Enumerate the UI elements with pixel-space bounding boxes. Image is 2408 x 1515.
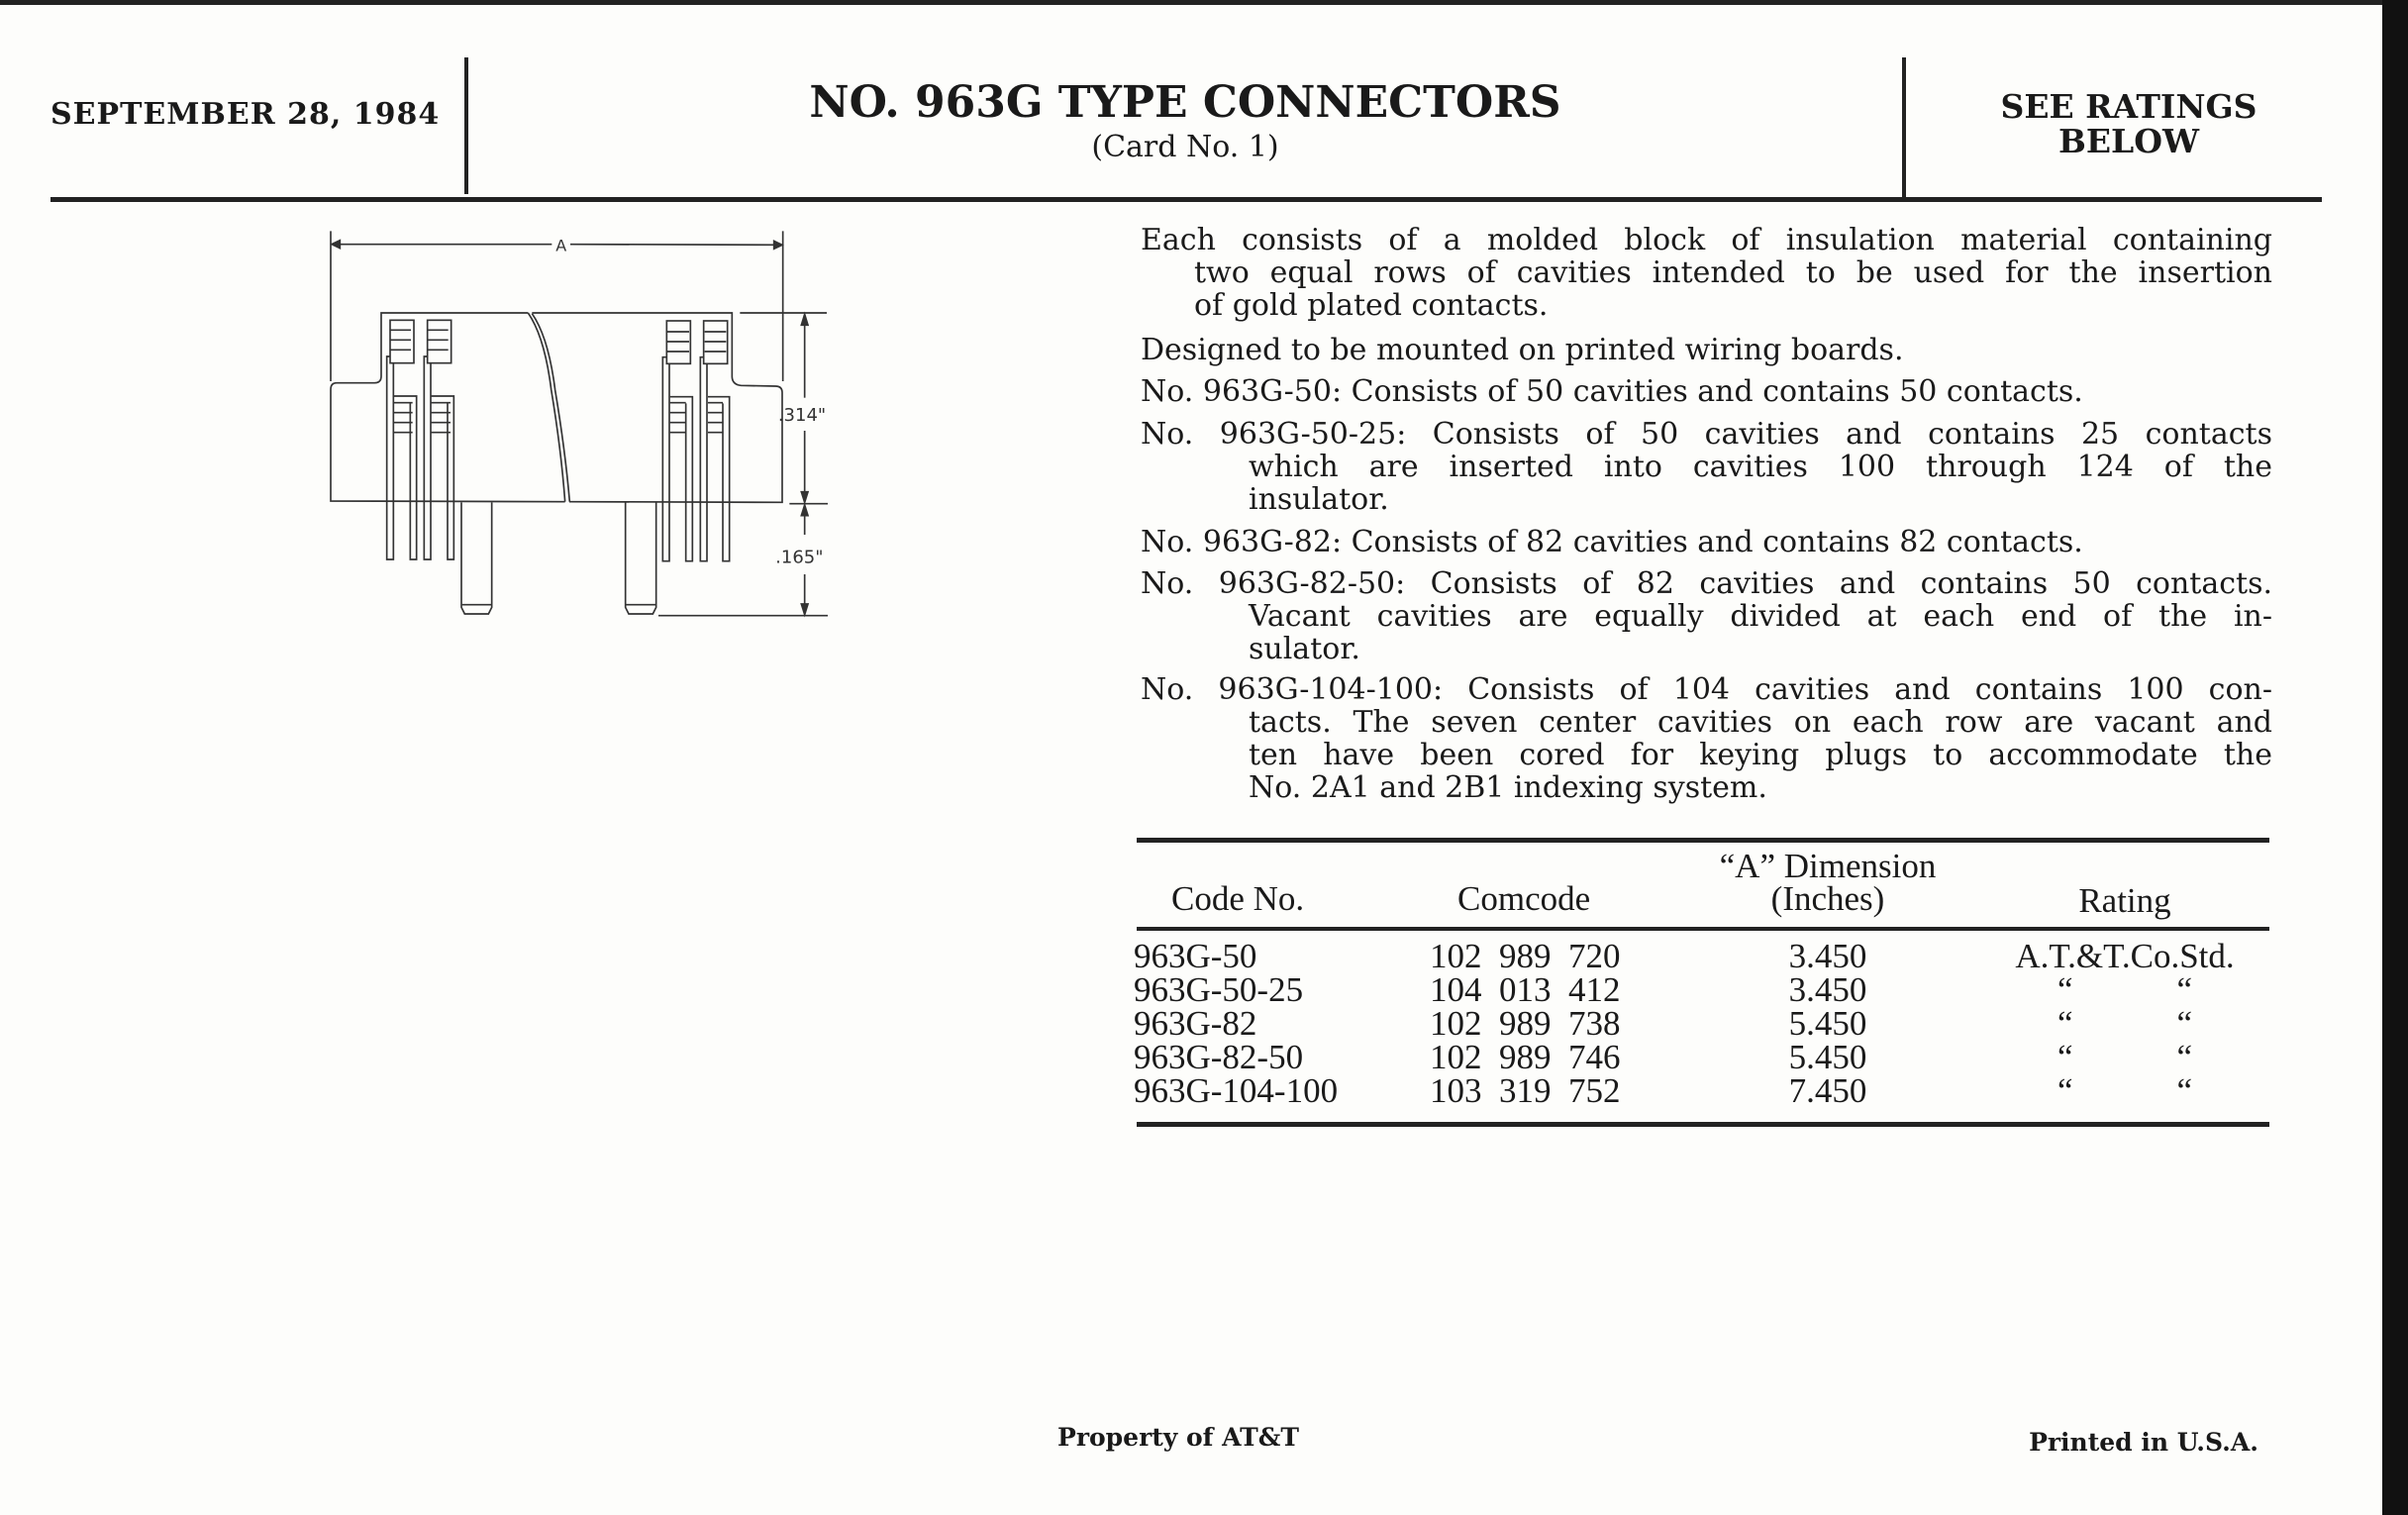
cell-rating: A.T.&T.Co.Std. (2015, 937, 2235, 975)
text-line: No. 963G-104-100: Consists of 104 cavities and contains 100 con- (1141, 672, 2272, 707)
cell-comcode: 102 989 738 (1430, 1004, 1621, 1043)
table-row (1134, 1038, 2272, 1076)
header-divider-left (464, 57, 468, 194)
table-top-rule (1137, 838, 2269, 843)
text-line: No. 2A1 and 2B1 indexing system. (1249, 770, 1767, 805)
description-paragraph-2 (1141, 334, 2272, 366)
text-line: ten have been cored for keying plugs to accommodate the (1249, 738, 2272, 772)
text-line: of gold plated contacts. (1194, 288, 1549, 323)
table-row (1134, 1004, 2272, 1043)
cell-code: 963G-82-50 (1134, 1038, 1304, 1076)
cell-comcode: 102 989 746 (1430, 1038, 1621, 1076)
dim-a-label: A (555, 236, 567, 255)
card-number: (Card No. 1) (1091, 130, 1279, 164)
description-paragraph-3 (1141, 375, 2272, 408)
header-rule (50, 197, 2322, 202)
text-line: sulator. (1249, 632, 1360, 666)
ratings-line-2: BELOW (2057, 122, 2200, 160)
scan-edge-top (0, 0, 2408, 5)
description-paragraph-7 (1141, 673, 2272, 804)
text-line: No. 963G-82: Consists of 82 cavities and contains 82 contacts. (1141, 525, 2083, 559)
description-paragraph-4 (1141, 418, 2272, 516)
page-title: NO. 963G TYPE CONNECTORS (809, 77, 1561, 128)
cell-rating: “ “ (2057, 1038, 2193, 1076)
header-divider-right (1902, 57, 1906, 200)
text-line: No. 963G-50: Consists of 50 cavities and contains 50 contacts. (1141, 374, 2083, 409)
text-line: No. 963G-50-25: Consists of 50 cavities and contains 25 contacts (1141, 417, 2272, 452)
printed-notice: Printed in U.S.A. (2029, 1428, 2258, 1457)
height-dimensions (658, 313, 828, 616)
cell-dimension: 7.450 (1788, 1071, 1867, 1110)
header-comcode: Comcode (1457, 879, 1591, 918)
text-line: Designed to be mounted on printed wiring boards. (1141, 333, 1904, 367)
description-paragraph-1 (1141, 224, 2272, 322)
header-dimension-1: “A” Dimension (1719, 847, 1937, 885)
text-line: tacts. The seven center cavities on each row are vacant and (1249, 705, 2272, 740)
table-body (1134, 937, 2272, 1110)
text-line: Vacant cavities are equally divided at each end of the in- (1249, 599, 2272, 634)
table-header-rule (1137, 927, 2269, 931)
scan-edge-right (2382, 0, 2408, 1515)
card-date: SEPTEMBER 28, 1984 (50, 97, 441, 132)
cell-dimension: 5.450 (1788, 1038, 1867, 1076)
cell-rating: “ “ (2057, 970, 2193, 1009)
cell-code: 963G-50 (1134, 937, 1257, 975)
cell-code: 963G-82 (1134, 1004, 1257, 1043)
cell-dimension: 5.450 (1788, 1004, 1867, 1043)
text-line: which are inserted into cavities 100 through 124 of the (1249, 450, 2272, 484)
ratings-line-1: SEE RATINGS (2000, 87, 2258, 126)
cell-rating: “ “ (2057, 1004, 2193, 1043)
header-dimension-2: (Inches) (1770, 879, 1885, 918)
cell-dimension: 3.450 (1788, 937, 1867, 975)
cell-code: 963G-50-25 (1134, 970, 1304, 1009)
table-row (1134, 1071, 2272, 1110)
cell-dimension: 3.450 (1788, 970, 1867, 1009)
cell-comcode: 103 319 752 (1430, 1071, 1621, 1110)
dimension-a (331, 231, 783, 381)
text-line: insulator. (1249, 482, 1389, 517)
cell-comcode: 104 013 412 (1430, 970, 1621, 1009)
ratings-note (1941, 89, 2317, 158)
text-line: No. 963G-82-50: Consists of 82 cavities and contains 50 contacts. (1141, 566, 2272, 601)
text-line: two equal rows of cavities intended to be used for the insertion (1194, 255, 2272, 290)
dim-height-label: .314" (777, 405, 827, 426)
connector-diagram (59, 218, 1089, 634)
property-notice: Property of AT&T (1057, 1423, 1299, 1452)
table-row (1134, 937, 2272, 975)
description-paragraph-5 (1141, 526, 2272, 558)
header-code: Code No. (1171, 879, 1305, 918)
table-row (1134, 970, 2272, 1009)
cell-rating: “ “ (2057, 1071, 2193, 1110)
mounting-pegs (461, 502, 656, 614)
description-paragraph-6 (1141, 567, 2272, 665)
text-line: Each consists of a molded block of insulation material containing (1141, 223, 2272, 257)
dim-pin-label: .165" (775, 547, 824, 568)
table-bottom-rule (1137, 1122, 2269, 1127)
cell-comcode: 102 989 720 (1430, 937, 1621, 975)
header-rating: Rating (2078, 881, 2171, 920)
cell-code: 963G-104-100 (1134, 1071, 1339, 1110)
